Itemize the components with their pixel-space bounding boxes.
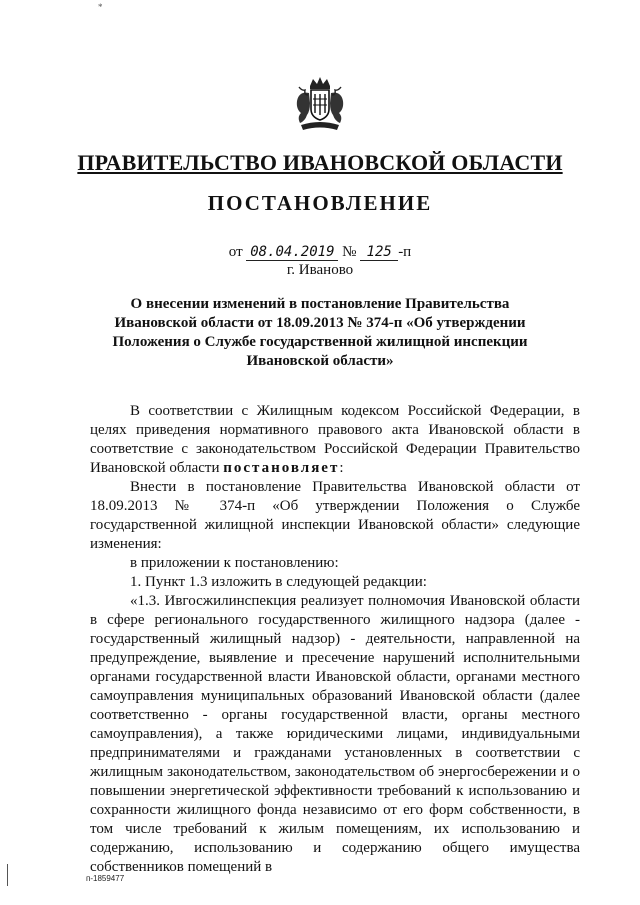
paragraph-1-end: : [339,460,344,476]
handwritten-number: 125 [360,244,398,261]
number-sign: № [342,244,357,260]
paragraph-5: «1.3. Ивгосжилинспекция реализует полномочия Ивановской области в сфере регионального государственного жилищного надзора (далее - государственный жилищный надзор) - деятельности, направленной на предупреждение, выявление и пресечение нарушений исполнительными органами государственной власти Ивановской области, органами местного самоуправления муниципальных образований Ивановской области (далее соответственно - органы государственной власти, органы местного самоуправления), а также юридическими лицами, индивидуальными предпринимателями и гражданами установленных в соответствии с жилищным законодательством, законодательством об энергосбережении и о повышении энергетической эффективности требований к использованию и сохранности жилищного фонда независимо от его форм собственности, в том числе требований к жилым помещениям, их использованию и содержанию, использованию и содержанию общего имущества собственников помещений в [90,593,580,875]
document-type-heading: ПОСТАНОВЛЕНИЕ [207,191,433,215]
number-suffix: -п [398,244,412,260]
coat-of-arms-emblem [291,75,349,133]
paragraph-2: Внести в постановление Правительства Ивановской области от 18.09.2013 № 374-п «Об утверждении Положения о Службе государственной жилищной инспекции Ивановской области» следующие изменения: [90,479,580,552]
scan-mark: * [98,2,103,12]
resolve-word: постановляет [223,460,340,476]
government-title: ПРАВИТЕЛЬСТВО ИВАНОВСКОЙ ОБЛАСТИ [77,150,563,175]
coat-of-arms-icon [291,75,349,133]
footer-document-code: п-1859477 [86,874,125,883]
city-line: г. Иваново [286,262,354,278]
document-body [90,402,580,877]
paragraph-3: в приложении к постановлению: [130,555,339,571]
date-number-line [0,244,640,261]
paragraph-4: 1. Пункт 1.3 изложить в следующей редакции: [130,574,427,590]
paragraph-1 [90,402,580,478]
scan-edge-mark [7,864,8,886]
handwritten-date: 08.04.2019 [246,244,338,261]
document-subject: О внесении изменений в постановление Правительства Ивановской области от 18.09.2013 № 374-п «Об утверждении Положения о Службе государственной жилищной инспекции Ивановской области» [112,296,528,369]
date-prefix: от [228,244,243,260]
paragraph-1-text: В соответствии с Жилищным кодексом Российской Федерации, в целях приведения нормативного правового акта Ивановской области в соответствие с законодательством Российской Федерации Правительство Ивановской области [90,403,580,476]
